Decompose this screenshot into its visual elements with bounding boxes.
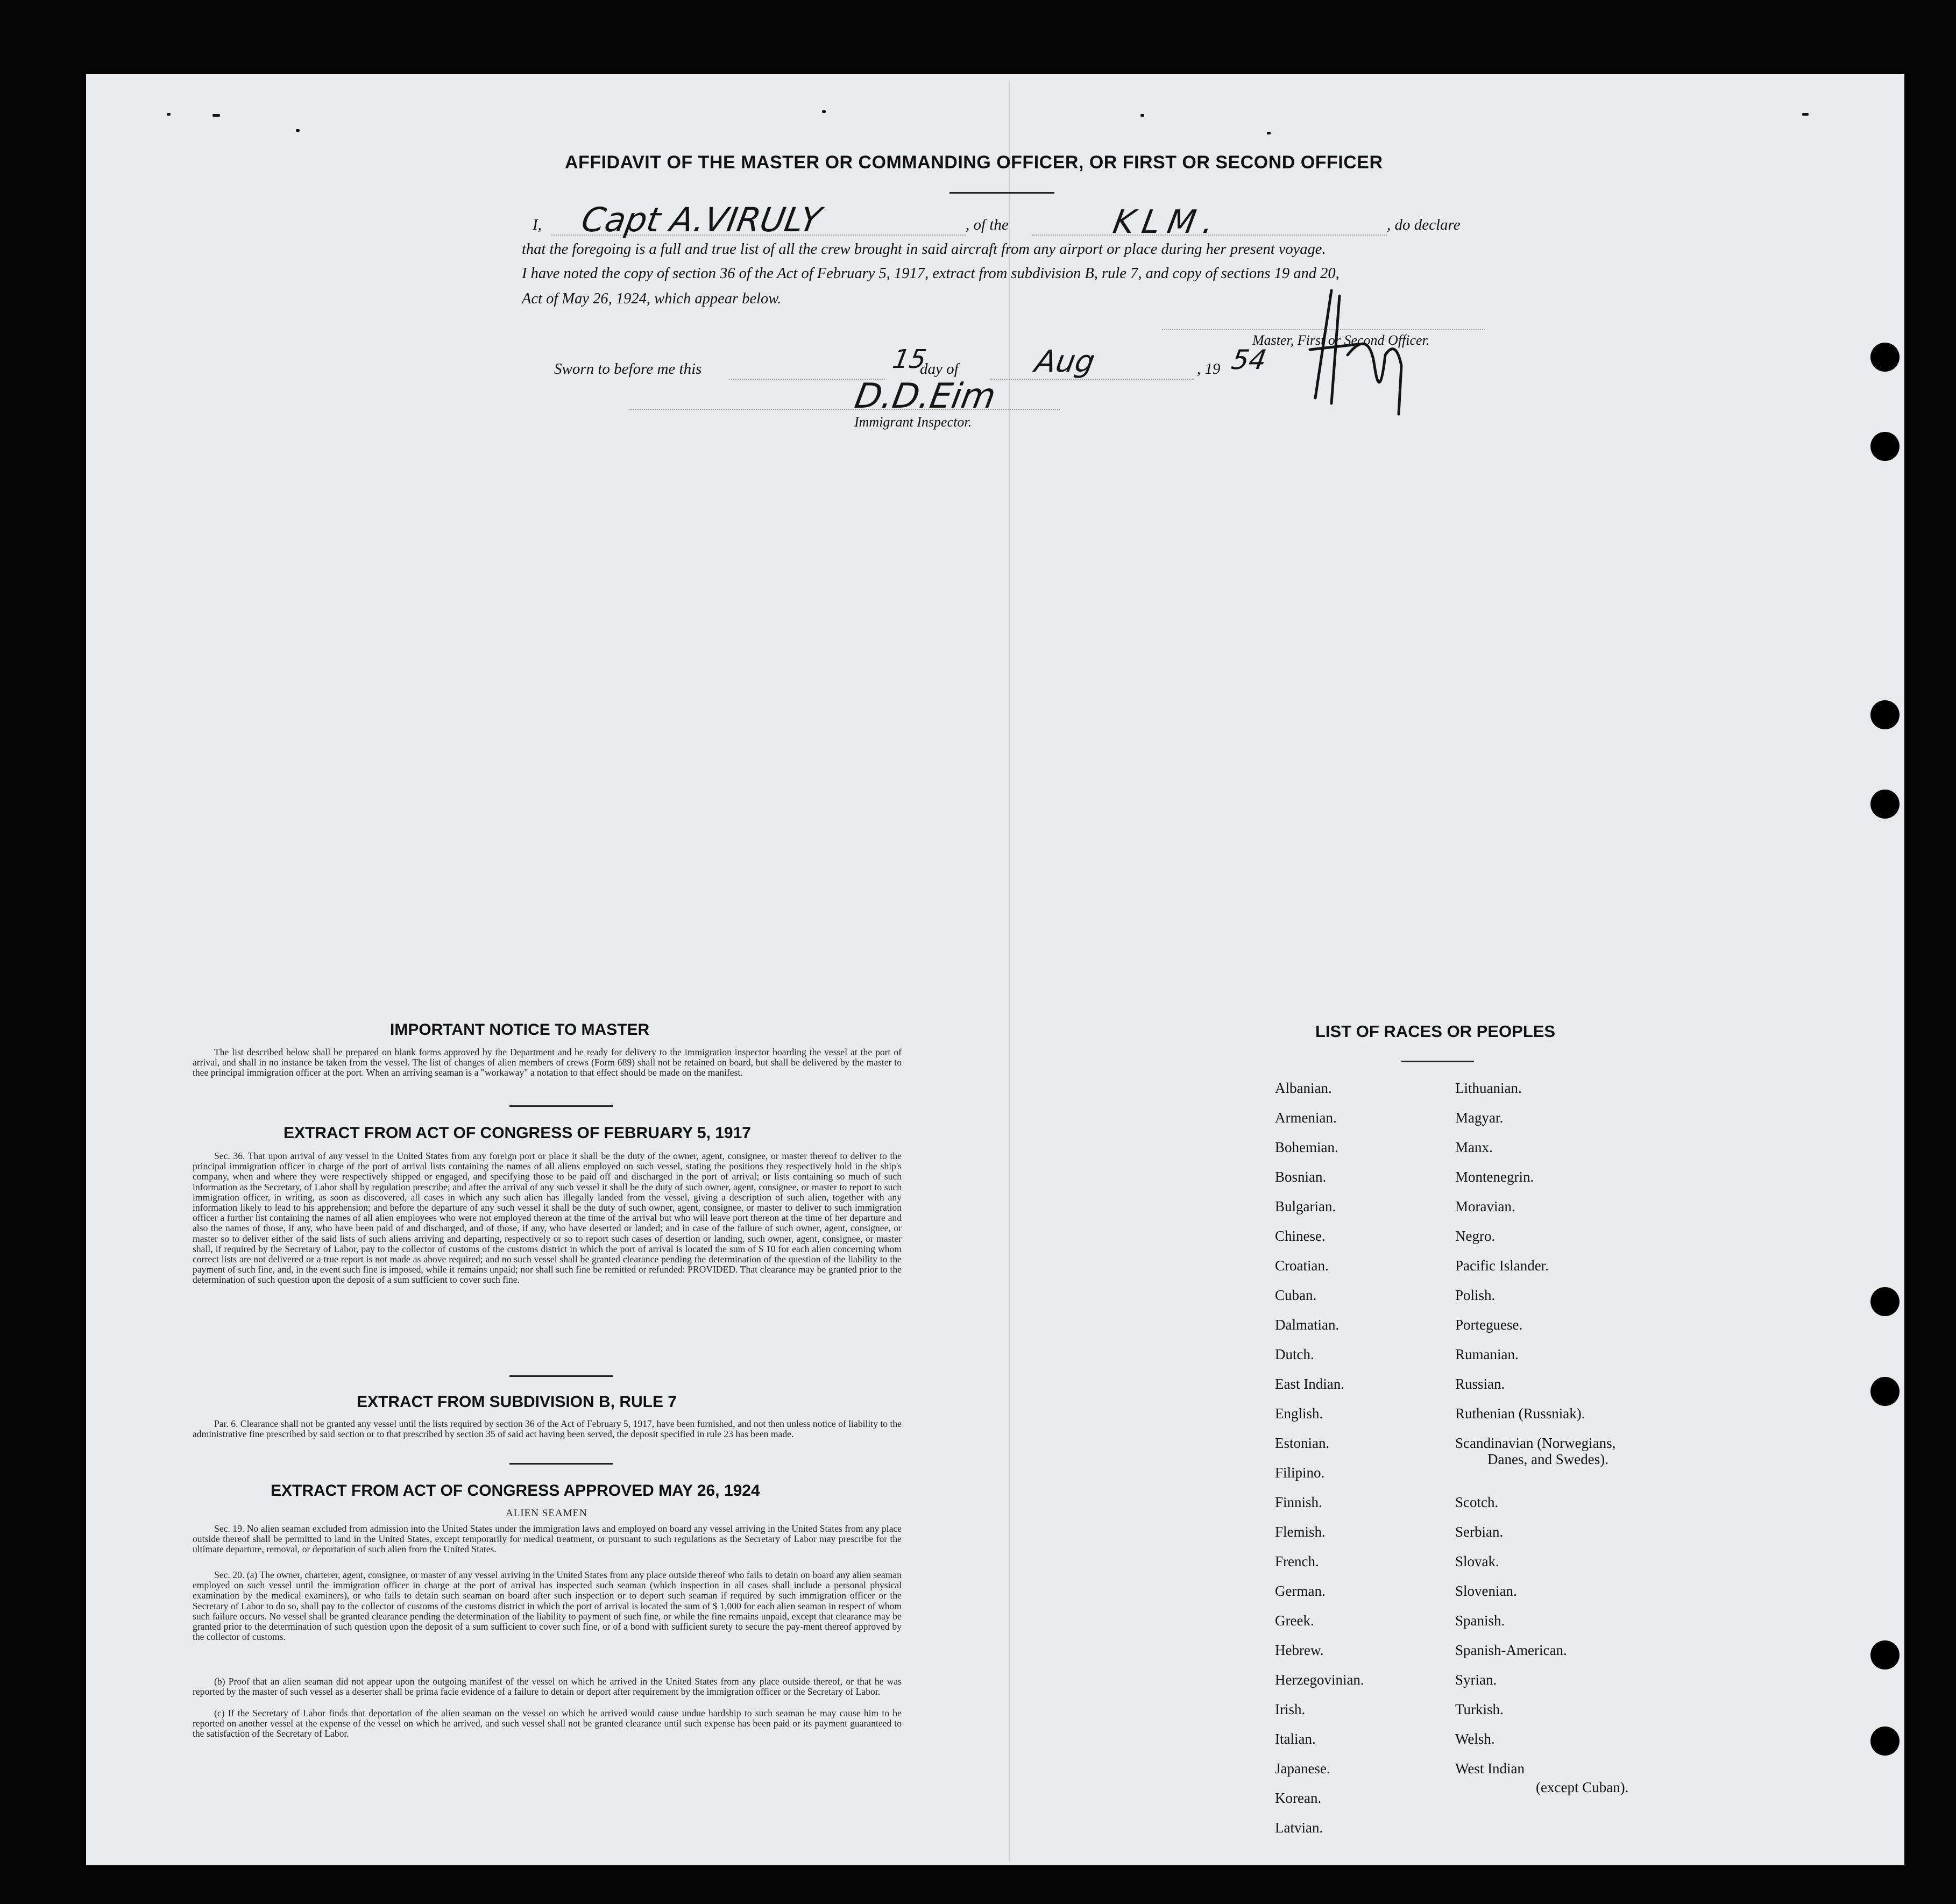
day-of-label: day of xyxy=(920,360,959,378)
race-item: Syrian. xyxy=(1455,1672,1497,1688)
races-title: LIST OF RACES OR PEOPLES xyxy=(1315,1022,1556,1041)
affidavit-line-4: Act of May 26, 1924, which appear below. xyxy=(522,290,782,307)
punch-hole xyxy=(1870,1640,1900,1669)
rule7-title: EXTRACT FROM SUBDIVISION B, RULE 7 xyxy=(357,1393,677,1411)
race-item: Lithuanian. xyxy=(1455,1080,1522,1096)
race-item: East Indian. xyxy=(1275,1376,1344,1392)
speck xyxy=(1140,114,1144,117)
affidavit-line-2: that the foregoing is a full and true list of all the crew brought in said aircraft from any airport or place during her present voyage. xyxy=(522,241,1326,258)
extract-1917-title: EXTRACT FROM ACT OF CONGRESS OF FEBRUARY 5, 1917 xyxy=(284,1124,751,1142)
race-item: Rumanian. xyxy=(1455,1346,1519,1362)
race-item: West Indian xyxy=(1455,1760,1525,1777)
extract-1917-body: Sec. 36. That upon arrival of any vessel in the United States from any foreign port or place it shall be the duty of the owner, agent, consignee, or master thereof to deliver to the principal immigration officer in charge of the port of arrival lists containing the names of all aliens employed on such vessel, stating the positions they respectively hold in the ship's company, when and where they were respectively shipped or engaged, and specifying those to be paid off and discharged in the port of arrival; or lists containing so much of such information as the Secretary, of Labor shall by regulation prescribe; and after the arrival of any such vessel it shall be the duty of such owner, agent, consignee, or master to report to such immigration officer, in writing, as soon as discovered, all cases in which any such alien has illegally landed from the vessel, giving a description of such alien, together with any information likely to lead to his apprehension; and before the departure of any such vessel it shall be the duty of such owner, agent, consignee, or master to deliver to such immigration officer a further list containing the names of all alien employees who were not employed thereon at the time of the arrival but who will leave port thereon at the time of her departure and also the names of those, if any, who have been paid of and discharged, and of those, if any, who have deserted or landed; and in case of the failure of such owner, agent, consignee, or master so to deliver either of the said lists of such aliens arriving and departing, respectively or so to report such cases of desertion or landing, such owner, agent, consignee, or master shall, if required by the Secretary of Labor, pay to the collector of customs of the customs district in which the port of arrival is located the sum of $ 10 for each alien concerning whom correct lists are not delivered or a true report is not made as above required; and no such vessel shall be granted clearance pending the determination of the question of the liability to the payment of such fine, and, in the event such fine is imposed, while it remains unpaid; nor shall such fine be remitted or refunded: PROVIDED. That clearance may be granted prior to the determination of such question upon the deposit of a sum sufficient to cover such fine. xyxy=(193,1150,902,1285)
race-item: Pacific Islander. xyxy=(1455,1258,1549,1274)
race-item: Cuban. xyxy=(1275,1287,1317,1303)
race-item: Armenian. xyxy=(1275,1110,1337,1126)
inspector-label: Immigrant Inspector. xyxy=(854,414,972,430)
race-item: Manx. xyxy=(1455,1139,1493,1155)
sec-20b-body: (b) Proof that an alien seaman did not appear upon the outgoing manifest of the vessel on which he arrived in the United States from any place outside thereof, or that he was reported by the master of such vessel as a deserter shall be prima facie evidence of a failure to detain or deport after requirement by the immigration officer or the Secretary of Labor. xyxy=(193,1676,902,1697)
race-item: Bulgarian. xyxy=(1275,1198,1336,1214)
race-item: Italian. xyxy=(1275,1731,1316,1747)
race-item: Welsh. xyxy=(1455,1731,1495,1747)
year-handwritten: 54 xyxy=(1229,344,1269,375)
speck xyxy=(167,113,171,116)
affidavit-line-3: I have noted the copy of section 36 of the Act of February 5, 1917, extract from subdivision B, rule 7, and copy of sections 19 and 20, xyxy=(522,265,1340,282)
month-line xyxy=(990,379,1194,380)
sec-19-body: Sec. 19. No alien seaman excluded from admission into the United States under the immigration laws and employed on board any vessel arriving in the United States from any place outside thereof shall be permitted to land in the United States, except temporarily for medical treatment, or pursuant to such regulations as the Secretary of Labor may prescribe for the ultimate departure, removal, or deportation of such alien from the United States. xyxy=(193,1523,902,1555)
speck xyxy=(1267,132,1271,134)
notice-rule xyxy=(509,1105,613,1107)
race-item: Scotch. xyxy=(1455,1494,1499,1510)
title-rule xyxy=(949,192,1054,194)
race-item: Magyar. xyxy=(1455,1110,1504,1126)
punch-hole xyxy=(1870,432,1900,461)
race-item: Albanian. xyxy=(1275,1080,1332,1096)
inspector-signature: D.D.Eim xyxy=(852,376,999,416)
rule7-rule xyxy=(509,1463,613,1465)
sworn-label: Sworn to before me this xyxy=(554,360,702,378)
race-item: Finnish. xyxy=(1275,1494,1322,1510)
race-item: Flemish. xyxy=(1275,1524,1326,1540)
race-item: Montenegrin. xyxy=(1455,1169,1534,1185)
affidavit-title: AFFIDAVIT OF THE MASTER OR COMMANDING OFFICER, OR FIRST OR SECOND OFFICER xyxy=(565,152,1383,173)
extract-1924-title: EXTRACT FROM ACT OF CONGRESS APPROVED MAY 26, 1924 xyxy=(271,1482,760,1500)
race-item: Dutch. xyxy=(1275,1346,1314,1362)
race-item: Scandinavian (Norwegians, xyxy=(1455,1435,1616,1451)
race-item-continuation: Danes, and Swedes). xyxy=(1487,1451,1608,1467)
race-item: Bosnian. xyxy=(1275,1169,1327,1185)
do-declare-label: , do declare xyxy=(1387,216,1461,233)
speck xyxy=(822,110,826,113)
punch-hole xyxy=(1870,790,1900,819)
race-item-continuation: (except Cuban). xyxy=(1536,1779,1629,1795)
race-item: English. xyxy=(1275,1405,1323,1422)
speck xyxy=(296,129,300,132)
race-item: Dalmatian. xyxy=(1275,1317,1340,1333)
captain-name-handwritten: Capt A.VIRULY xyxy=(578,200,825,239)
race-item: Moravian. xyxy=(1455,1198,1515,1214)
affidavit-i: I, xyxy=(533,216,542,233)
vessel-name-handwritten: KLM. xyxy=(1110,203,1224,241)
extract-1917-rule xyxy=(509,1375,613,1377)
speck xyxy=(212,114,220,117)
race-item: Porteguese. xyxy=(1455,1317,1523,1333)
notice-body: The list described below shall be prepared on blank forms approved by the Department and be ready for delivery to the immigration inspector boarding the vessel at the port of arrival, and shall in no instance be taken from the vessel. The list of changes of alien members of crews (Form 689) shall not be retained on board, but shall be delivered by the master to thee principal immigration officer at the port. When an arriving seaman is a "workaway" a notation to that effect should be made on the manifest. xyxy=(193,1047,902,1078)
race-item: Herzegovinian. xyxy=(1275,1672,1364,1688)
race-item: Russian. xyxy=(1455,1376,1505,1392)
officer-label: Master, First or Second Officer. xyxy=(1252,332,1430,348)
race-item: Latvian. xyxy=(1275,1820,1323,1836)
notice-title: IMPORTANT NOTICE TO MASTER xyxy=(390,1021,650,1039)
extract-1924-subtitle: ALIEN SEAMEN xyxy=(506,1508,587,1519)
race-item: Estonian. xyxy=(1275,1435,1330,1451)
race-item: Serbian. xyxy=(1455,1524,1504,1540)
race-item: Hebrew. xyxy=(1275,1642,1324,1658)
punch-hole xyxy=(1870,343,1900,372)
race-item: Slovenian. xyxy=(1455,1583,1517,1599)
race-item: Turkish. xyxy=(1455,1701,1504,1717)
of-the-label: , of the xyxy=(966,216,1009,233)
race-item: Ruthenian (Russniak). xyxy=(1455,1405,1585,1422)
race-item: Bohemian. xyxy=(1275,1139,1338,1155)
race-item: German. xyxy=(1275,1583,1326,1599)
speck xyxy=(1802,113,1809,116)
race-item: Polish. xyxy=(1455,1287,1496,1303)
day-handwritten: 15 xyxy=(890,344,929,374)
punch-hole xyxy=(1870,1377,1900,1406)
race-item: Korean. xyxy=(1275,1790,1322,1806)
race-item: Slovak. xyxy=(1455,1553,1499,1569)
sec-20a-body: Sec. 20. (a) The owner, charterer, agent, consignee, or master of any vessel arriving in the United States from any place outside thereof who fails to detain on board any alien seaman employed on such vessel until the immigration officer in charge at the port of arrival has inspected such seaman (which inspection in all cases shall include a personal physical examination by the medical examiners), or who fails to detain such seaman on board after such inspection or to deport such seaman if required by such immigration officer or the Secretary of Labor to do so, shall pay to the collector of customs of the customs district in which the port of arrival is located the sum of $ 1,000 for each alien seaman in respect of whom such failure occurs. No vessel shall be granted clearance pending the determination of the liability to payment of such fine, or while the fine remains unpaid, except that clearance may be granted prior to the determination of such question upon the deposit of a sum sufficient to cover such fine, or of a bond with sufficient surety to secure the pay-ment thereof approved by the collector of customs. xyxy=(193,1569,902,1643)
punch-hole xyxy=(1870,700,1900,729)
sec-20c-body: (c) If the Secretary of Labor finds that deportation of the alien seaman on the vessel on which he arrived would cause undue hardship to such seaman he may cause him to be reported on another vessel at the expense of the vessel on which he arrived, and such vessel shall not be granted clearance until such expense has been paid or its payment guaranteed to the satisfaction of the Secretary of Labor. xyxy=(193,1708,902,1739)
punch-hole xyxy=(1870,1287,1900,1316)
month-handwritten: Aug xyxy=(1032,344,1098,379)
fold-line xyxy=(1009,81,1010,1861)
year-prefix: , 19 xyxy=(1197,360,1221,378)
race-item: Negro. xyxy=(1455,1228,1496,1244)
race-item: Filipino. xyxy=(1275,1465,1325,1481)
races-rule xyxy=(1401,1061,1474,1062)
race-item: Croatian. xyxy=(1275,1258,1329,1274)
race-item: French. xyxy=(1275,1553,1319,1569)
race-item: Greek. xyxy=(1275,1612,1314,1629)
race-item: Spanish-American. xyxy=(1455,1642,1567,1658)
race-item: Japanese. xyxy=(1275,1760,1330,1777)
rule7-body: Par. 6. Clearance shall not be granted any vessel until the lists required by section 36 of the Act of February 5, 1917, have been furnished, and not then unless notice of liability to the administrative fine prescribed by said section or to that prescribed by section 35 of said act having been served, the deposit specified in rule 23 has been made. xyxy=(193,1418,902,1440)
race-item: Chinese. xyxy=(1275,1228,1326,1244)
punch-hole xyxy=(1870,1727,1900,1756)
race-item: Spanish. xyxy=(1455,1612,1505,1629)
race-item: Irish. xyxy=(1275,1701,1306,1717)
inspector-sign-line xyxy=(629,409,1060,410)
